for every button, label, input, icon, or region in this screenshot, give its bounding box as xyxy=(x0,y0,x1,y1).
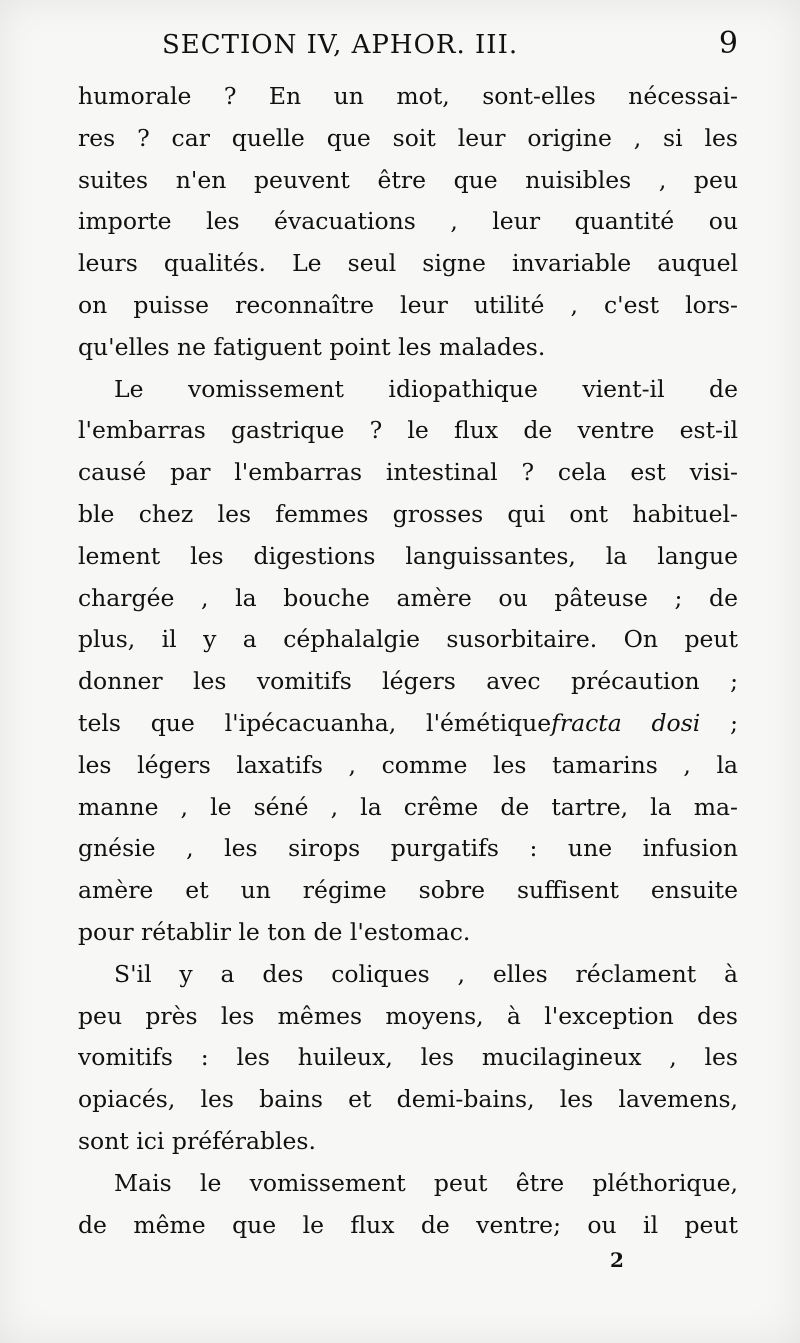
text-line: lement les digestions languissantes, la langue xyxy=(78,541,738,570)
text-line: leurs qualités. Le seul signe invariable auquel xyxy=(78,249,738,278)
running-title: SECTION IV, APHOR. III. xyxy=(162,30,519,60)
page-number: 9 xyxy=(718,26,738,61)
text-line: manne , le séné , la crême de tartre, la ma- xyxy=(78,792,738,821)
text-line: on puisse reconnaître leur utilité , c'est lors- xyxy=(78,290,738,319)
text-line: l'embarras gastrique ? le flux de ventre est-il xyxy=(78,416,738,445)
body-text xyxy=(78,76,738,1246)
text-line: causé par l'embarras intestinal ? cela est visi- xyxy=(78,458,738,487)
text-line: sont ici préférables. xyxy=(78,1126,316,1155)
text-line-segment: tels que l'ipécacuanha, l'émétique xyxy=(78,708,552,737)
text-line: opiacés, les bains et demi-bains, les lavemens, xyxy=(78,1085,738,1114)
text-line: plus, il y a céphalalgie susorbitaire. On peut xyxy=(78,625,738,654)
text-line-segment: ; xyxy=(700,708,738,737)
paragraph-4 xyxy=(78,1163,738,1247)
text-line: gnésie , les sirops purgatifs : une infusion xyxy=(78,834,738,863)
text-line: pour rétablir le ton de l'estomac. xyxy=(78,917,471,946)
text-line: les légers laxatifs , comme les tamarins , la xyxy=(78,750,738,779)
text-line: Mais le vomissement peut être pléthorique, xyxy=(114,1168,738,1197)
text-line: peu près les mêmes moyens, à l'exception des xyxy=(78,1001,738,1030)
text-line: qu'elles ne fatiguent point les malades. xyxy=(78,332,546,361)
paragraph-3 xyxy=(78,954,738,1163)
page-header xyxy=(78,24,738,64)
signature-mark: 2 xyxy=(610,1248,624,1272)
text-line: Le vomissement idiopathique vient-il de xyxy=(114,374,738,403)
text-line: humorale ? En un mot, sont-elles nécessai- xyxy=(78,82,738,110)
paragraph-2 xyxy=(78,369,738,954)
paragraph-1 xyxy=(78,76,738,369)
text-line-with-italic xyxy=(78,703,738,745)
text-line: importe les évacuations , leur quantité ou xyxy=(78,207,738,236)
text-line: ble chez les femmes grosses qui ont habituel- xyxy=(78,499,738,528)
text-line: suites n'en peuvent être que nuisibles , peu xyxy=(78,165,738,194)
text-line: S'il y a des coliques , elles réclament à xyxy=(114,959,738,988)
text-line: res ? car quelle que soit leur origine , si les xyxy=(78,123,738,152)
italic-phrase: fracta dosi xyxy=(551,708,701,737)
text-line: vomitifs : les huileux, les mucilagineux , les xyxy=(78,1043,738,1072)
text-line: chargée , la bouche amère ou pâteuse ; de xyxy=(78,583,738,612)
text-line: donner les vomitifs légers avec précaution ; xyxy=(78,667,738,696)
text-line: amère et un régime sobre suffisent ensuite xyxy=(78,876,738,905)
text-line: de même que le flux de ventre; ou il peut xyxy=(78,1210,738,1239)
